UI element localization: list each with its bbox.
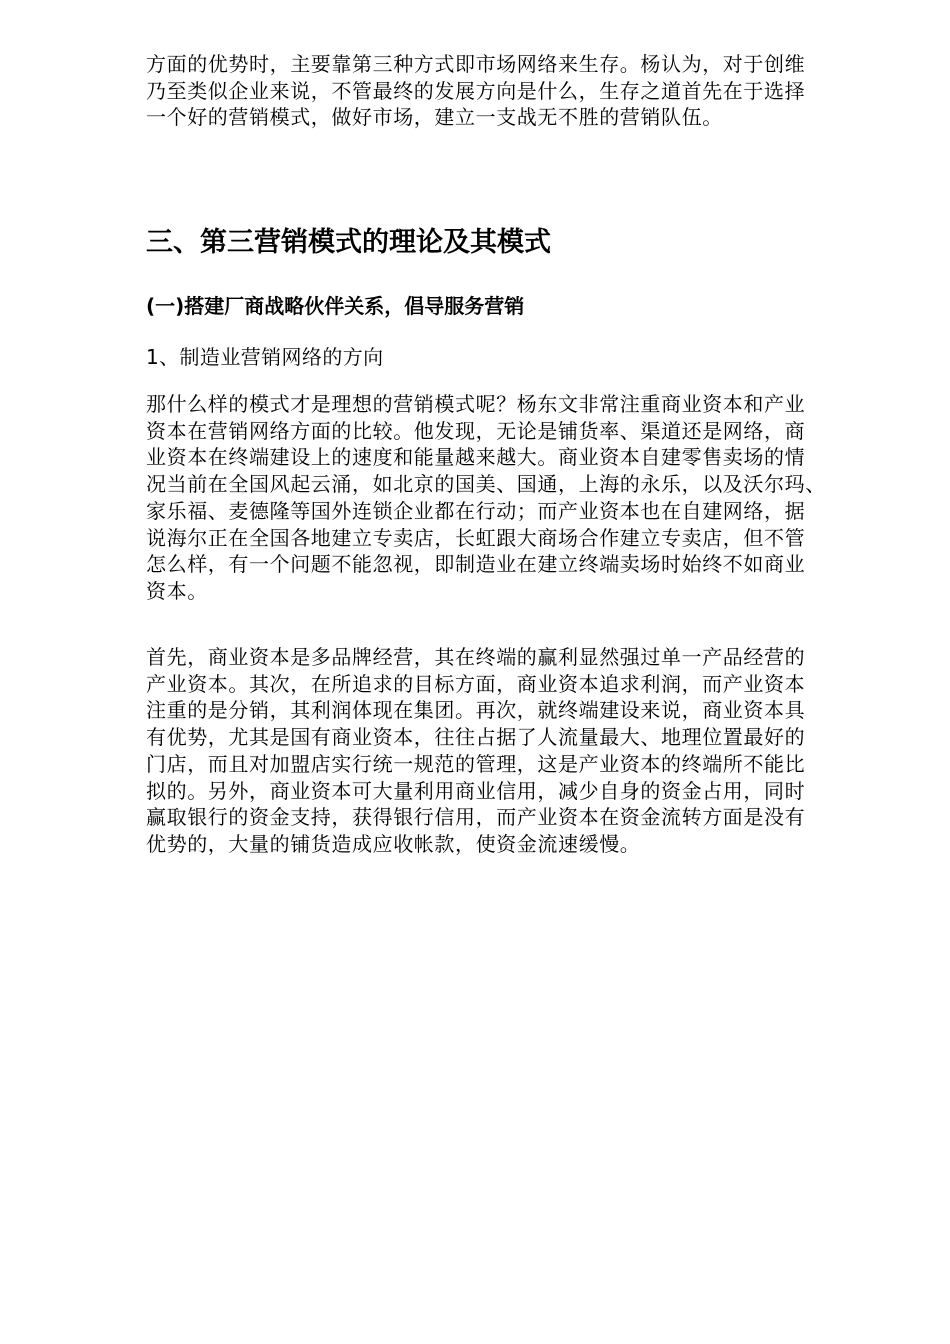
paragraph-line: 注重的是分销，其利润体现在集团。再次，就终端建设来说，商业资本具 bbox=[146, 698, 806, 723]
subsection-heading: (一)搭建厂商战略伙伴关系，倡导服务营销 bbox=[146, 294, 525, 318]
body-paragraph-2 bbox=[146, 644, 886, 858]
paragraph-line: 拟的。另外，商业资本可大量利用商业信用，减少自身的资金占用，同时 bbox=[146, 778, 806, 803]
paragraph-line: 说海尔正在全国各地建立专卖店，长虹跟大商场合作建立专卖店，但不管 bbox=[146, 525, 806, 550]
item-title: 1、制造业营销网络的方向 bbox=[146, 345, 384, 369]
paragraph-line: 资本在营销网络方面的比较。他发现，无论是铺货率、渠道还是网络，商 bbox=[146, 418, 806, 443]
paragraph-line: 门店，而且对加盟店实行统一规范的管理，这是产业资本的终端所不能比 bbox=[146, 751, 806, 776]
paragraph-line: 有优势，尤其是国有商业资本，往往占据了人流量最大、地理位置最好的 bbox=[146, 725, 806, 750]
paragraph-line: 家乐福、麦德隆等国外连锁企业都在行动；而产业资本也在自建网络，据 bbox=[146, 498, 806, 523]
paragraph-line: 一个好的营销模式，做好市场，建立一支战无不胜的营销队伍。 bbox=[146, 105, 723, 130]
body-paragraph-1 bbox=[146, 391, 886, 605]
paragraph-line: 那什么样的模式才是理想的营销模式呢？杨东文非常注重商业资本和产业 bbox=[146, 392, 806, 416]
paragraph-line: 优势的，大量的铺货造成应收帐款，使资金流速缓慢。 bbox=[146, 831, 641, 856]
paragraph-line: 乃至类似企业来说，不管最终的发展方向是什么，生存之道首先在于选择 bbox=[146, 78, 806, 103]
section-heading: 三、第三营销模式的理论及其模式 bbox=[146, 227, 551, 258]
paragraph-line: 产业资本。其次，在所追求的目标方面，商业资本追求利润，而产业资本 bbox=[146, 671, 806, 696]
paragraph-line: 方面的优势时，主要靠第三种方式即市场网络来生存。杨认为，对于创维 bbox=[146, 52, 806, 76]
paragraph-line: 赢取银行的资金支持，获得银行信用，而产业资本在资金流转方面是没有 bbox=[146, 805, 806, 830]
intro-paragraph bbox=[146, 51, 886, 131]
paragraph-line: 资本。 bbox=[146, 578, 208, 603]
paragraph-line: 首先，商业资本是多品牌经营，其在终端的赢利显然强过单一产品经营的 bbox=[146, 645, 806, 669]
paragraph-line: 业资本在终端建设上的速度和能量越来越大。商业资本自建零售卖场的情 bbox=[146, 445, 806, 470]
paragraph-line: 况当前在全国风起云涌，如北京的国美、国通，上海的永乐，以及沃尔玛、 bbox=[146, 472, 826, 497]
paragraph-line: 怎么样，有一个问题不能忽视，即制造业在建立终端卖场时始终不如商业 bbox=[146, 552, 806, 577]
